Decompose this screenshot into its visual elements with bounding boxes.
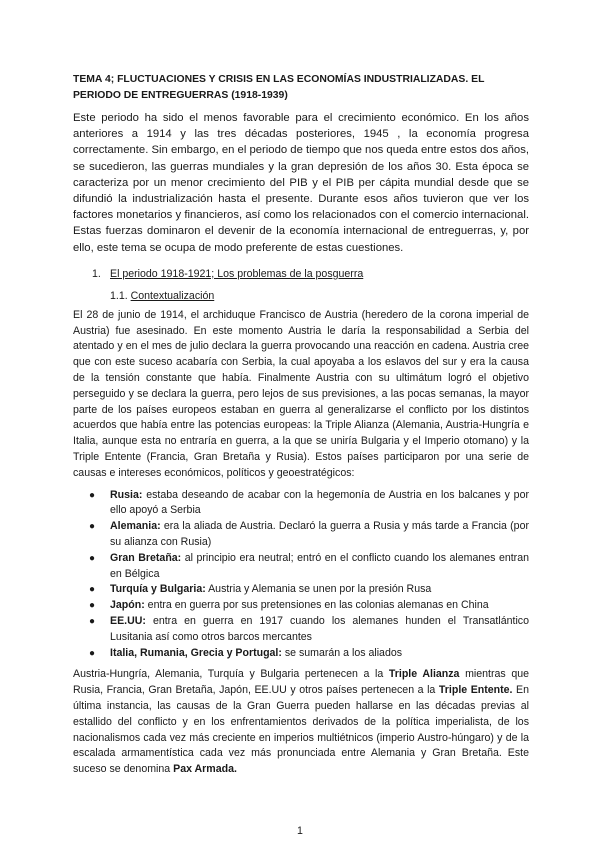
country-description: entra en guerra en 1917 cuando los alemanes hunden el Transatlántico Lusitania así como otros barcos mercantes (110, 614, 529, 643)
country-item (86, 582, 529, 598)
country-description: Austria y Alemania se unen por la presión Rusa (205, 583, 432, 596)
page-number: 1 (297, 825, 303, 837)
section-title: El periodo 1918-1921; Los problemas de la posguerra (110, 267, 364, 280)
country-name: Turquía y Bulgaria: (110, 583, 206, 596)
bullet-icon: ● (89, 600, 96, 612)
bullet-icon: ● (89, 489, 96, 501)
country-item (86, 519, 529, 551)
subsection-number: 1.1. (110, 289, 128, 302)
document-page (73, 72, 529, 778)
bullet-icon: ● (89, 615, 96, 627)
closing-text-3: En última instancia, las causas de la Gran Guerra pueden hallarse en las décadas previas al estallido del conflicto y en los enfrentamientos derivados de la política imperialista, de los nacionalismos cada vez más creciente en imperios multiétnicos (imperio Austro-húngaro) y de la escalada armamentística cada vez más pronunciada entre Alemania y Gran Bretaña. Este suceso se denomina (73, 684, 530, 776)
country-name: Rusia: (110, 488, 143, 501)
intro-paragraph: Este periodo ha sido el menos favorable para el crecimiento económico. En los años anteriores a 1914 y las tres décadas posteriores, 1945 , la economía progresa correctamente. Sin embargo, en el periodo de tiempo que nos queda entre estos dos años, se sucedieron, las guerras mundiales y la gran depresión de los años 30. Esta época se caracteriza por un menor crecimiento del PIB y el PIB per cápita mundial desde que se difundió la industrialización hasta el presente. Durante esos años tuvieron que ver los factores monetarios y financieros, así como los relacionados con el comercio internacional. Estas fuerzas dominaron el devenir de la economía internacional de entreguerras, y, por ello, este tema se ocupa de modo preferente de estas cuestiones. (73, 112, 529, 254)
country-name: Italia, Rumania, Grecia y Portugal: (110, 646, 282, 659)
section-number: 1. (92, 267, 101, 280)
country-name: Japón: (110, 599, 145, 612)
closing-text-1: Austria-Hungría, Alemania, Turquía y Bulgaria pertenecen a la (73, 668, 389, 681)
document-title: TEMA 4; FLUCTUACIONES Y CRISIS EN LAS ECONOMÍAS INDUSTRIALIZADAS. EL PERIODO DE ENTREGUERRAS (1918-1939) (73, 74, 485, 101)
bullet-icon: ● (89, 584, 96, 596)
pax-armada-term: Pax Armada. (173, 763, 237, 776)
country-description: se sumarán a los aliados (281, 646, 403, 659)
subsection-title: Contextualización (130, 289, 215, 302)
country-description: al principio era neutral; entró en el conflicto cuando los alemanes entran en Bélgica (110, 551, 529, 580)
closing-paragraph (73, 667, 529, 778)
triple-alianza-term: Triple Alianza (388, 668, 460, 681)
country-item (86, 614, 529, 646)
bullet-icon: ● (89, 552, 96, 564)
country-item (86, 551, 529, 583)
closing-text-2: mientras que Rusia, Francia, Gran Bretaña, Japón, EE.UU y otros países pertenecen a la (73, 668, 529, 697)
country-name: Gran Bretaña: (110, 551, 182, 564)
bullet-icon: ● (89, 521, 96, 533)
bullet-icon: ● (89, 647, 96, 659)
country-item (86, 598, 529, 614)
countries-list (73, 488, 529, 662)
country-item (86, 488, 529, 520)
country-name: Alemania: (110, 520, 161, 533)
section-heading-1 (92, 266, 529, 282)
subsection-heading-1-1 (110, 288, 529, 304)
country-description: entra en guerra por sus pretensiones en las colonias alemanas en China (144, 599, 489, 612)
country-description: estaba deseando de acabar con la hegemonía de Austria en los balcanes y por ello apoyó a Serbia (110, 488, 529, 517)
country-description: era la aliada de Austria. Declaró la guerra a Rusia y más tarde a Francia (por su alianza con Rusia) (110, 520, 529, 548)
context-paragraph: El 28 de junio de 1914, el archiduque Francisco de Austria (heredero de la corona imperial de Austria) fue asesinado. En este momento Austria le daría la responsabilidad a Serbia del atentado y en el mes de julio declara la guerra provocando una reacción en cadena. Austria cree que con este suceso acabaría con Serbia, la cual apoyaba a los eslavos del sur y era la causa de la tensión constante que había. Finalmente Austria con su ultimátum logró el objetivo perseguido y se declara la guerra, pero lejos de sus previsiones, a las pocas semanas, la mayor parte de los países europeos estaban en guerra al generalizarse el conflicto por los distintos acuerdos que había entre las potencias europeas: la Triple Alianza (Alemania, Austria-Hungría e Italia, aunque esta no entraría en guerra, a la que se uniría Bulgaria y el Imperio otomano) y la Triple Entente (Francia, Gran Bretaña y Rusia). Estos países participaron por una serie de causas e intereses económicos, políticos y geoestratégicos: (73, 308, 529, 479)
country-name: EE.UU: (110, 614, 146, 627)
country-item (86, 646, 529, 662)
triple-entente-term: Triple Entente. (438, 684, 513, 697)
